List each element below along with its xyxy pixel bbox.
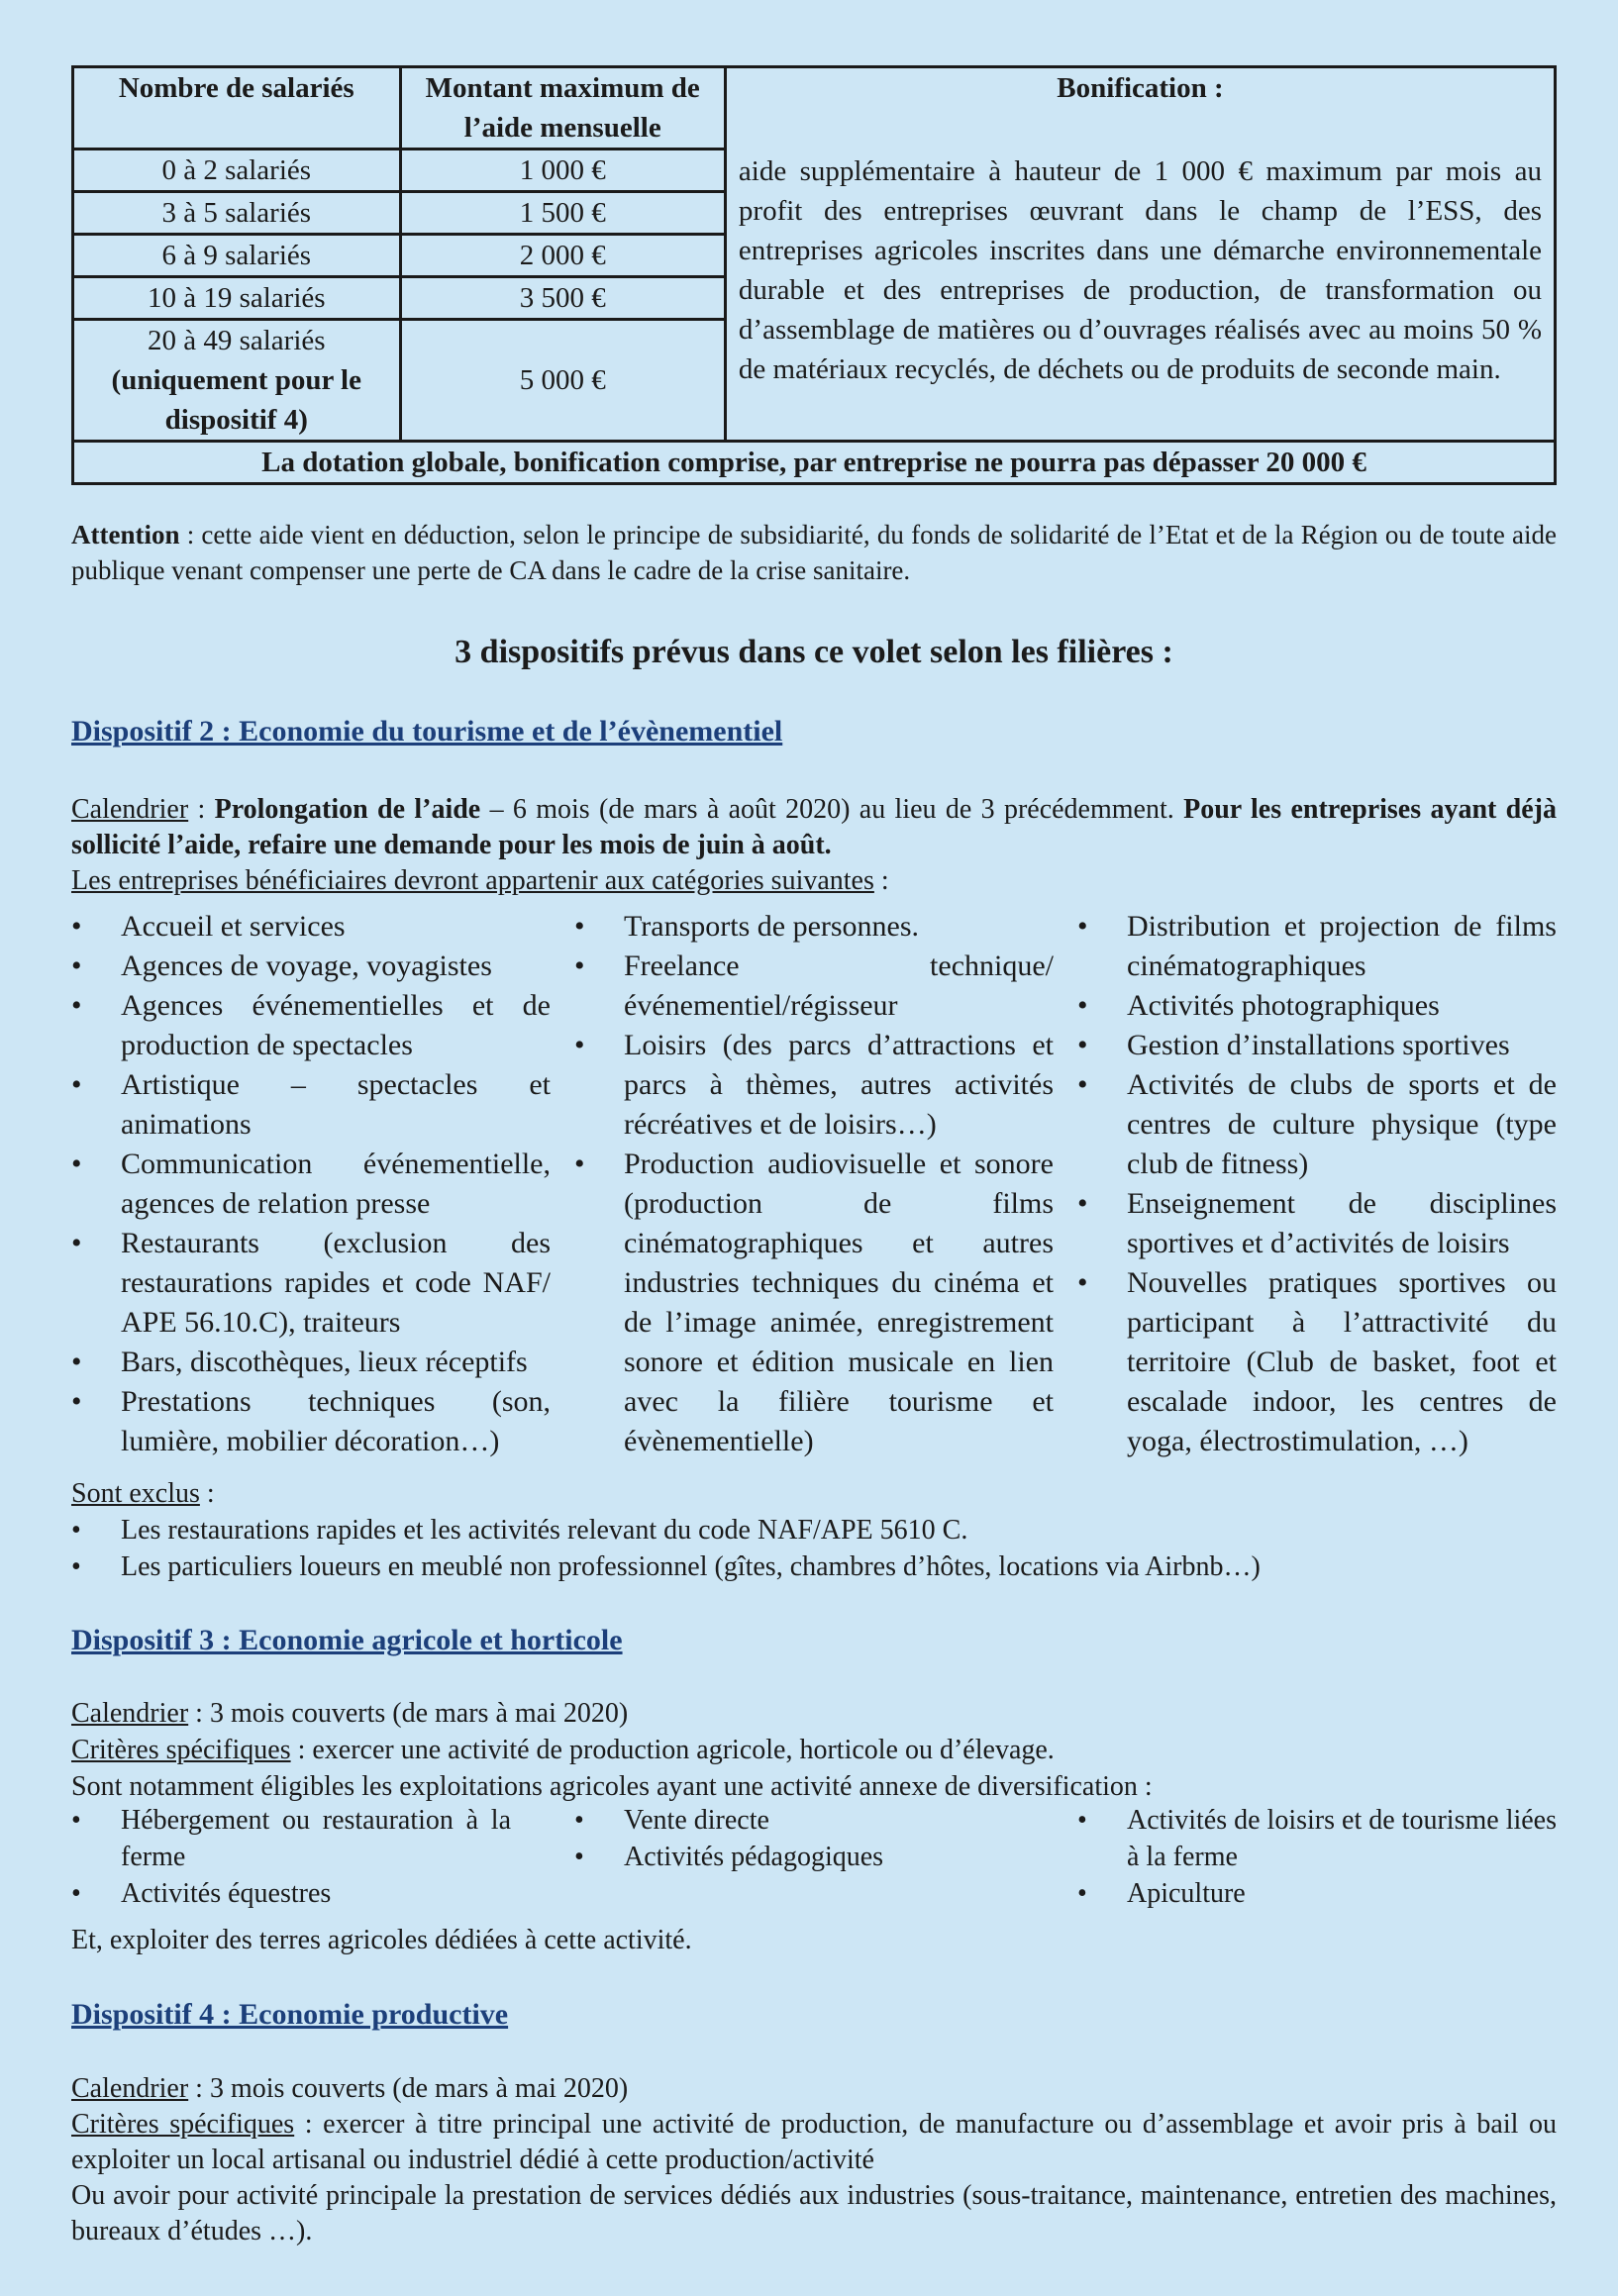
table-footer-row <box>73 442 1556 484</box>
d2-categories-intro <box>71 863 1557 899</box>
d2-categories-label: Les entreprises bénéficiaires devront appartenir aux catégories suivantes <box>71 865 874 896</box>
list-item: • Activités de clubs de sports et de centres de culture physique (type club de fitness) <box>1077 1065 1557 1184</box>
list-item: • Transports de personnes. <box>574 907 1054 947</box>
d3-calendar <box>71 1695 1557 1732</box>
list-item: • Hébergement ou restauration à la ferme <box>71 1802 551 1875</box>
list-item: • Artistique – spectacles et animations <box>71 1065 551 1145</box>
employees-cell: 3 à 5 salariés <box>73 192 401 235</box>
d4-crit-text: : exercer à titre principal une activité de production, de manufacture ou d’assemblage et avoir pris à bail ou exploiter un local artisanal ou industriel dédié à cette production/activité <box>71 2109 1558 2175</box>
header-employees: Nombre de salariés <box>73 67 401 150</box>
d2-cal-text: – 6 mois (de mars à août 2020) au lieu de 3 précédemment. <box>480 794 1184 825</box>
d2-excluded-list <box>71 1512 1557 1585</box>
d2-cal-sep: : <box>188 794 215 825</box>
table-header-row <box>73 67 1556 150</box>
list-item: • Accueil et services <box>71 907 551 947</box>
list-item: • Distribution et projection de films cinématographiques <box>1077 907 1557 986</box>
list-item: • Les particuliers loueurs en meublé non professionnel (gîtes, chambres d’hôtes, locations via Airbnb…) <box>71 1548 1557 1585</box>
list-item: • Production audiovisuelle et sonore (production de films cinématographiques et autres industries techniques du cinéma et de l’image animée, enregistrement sonore et édition musicale en lien avec la filière tourisme et évènementielle) <box>574 1145 1054 1461</box>
d3-col3 <box>1077 1802 1557 1912</box>
list-item: • Activités de loisirs et de tourisme liées à la ferme <box>1077 1802 1557 1875</box>
list-item: • Gestion d’installations sportives <box>1077 1026 1557 1065</box>
amount-cell: 1 000 € <box>400 150 725 192</box>
d4-crit-label: Critères spécifiques <box>71 2109 295 2140</box>
list-item: • Activités photographiques <box>1077 986 1557 1026</box>
header-bonus: Bonification : <box>1057 72 1224 104</box>
list-item: • Apiculture <box>1077 1875 1557 1912</box>
d2-cal-bold1: Prolongation de l’aide <box>214 794 481 825</box>
d2-categories <box>71 907 1557 1461</box>
d3-crit-label: Critères spécifiques <box>71 1735 291 1765</box>
d4-details <box>71 2071 1557 2249</box>
attention-note <box>71 517 1557 588</box>
d4-cal-label: Calendrier <box>71 2073 189 2104</box>
d2-excluded-heading <box>71 1475 1557 1512</box>
amount-cell: 3 500 € <box>400 277 725 320</box>
list-item: • Bars, discothèques, lieux réceptifs <box>71 1343 551 1382</box>
list-item: • Prestations techniques (son, lumière, mobilier décoration…) <box>71 1382 551 1461</box>
d2-excluded <box>71 1475 1557 1585</box>
list-item: • Loisirs (des parcs d’attractions et parcs à thèmes, autres activités récréatives et de loisirs…) <box>574 1026 1054 1145</box>
d2-calendar <box>71 792 1557 863</box>
d3-activities <box>71 1802 1557 1912</box>
d2-col1 <box>71 907 551 1461</box>
d2-cal-bold2: Pour les entreprises ayant déjà sollicité l’aide, refaire une demande pour les mois de juin à août. <box>71 794 1558 860</box>
amount-cell: 1 500 € <box>400 192 725 235</box>
list-item: • Activités équestres <box>71 1875 551 1912</box>
d3-col2 <box>574 1802 1054 1912</box>
d4-cal-text: : 3 mois couverts (de mars à mai 2020) <box>188 2073 629 2104</box>
main-heading: 3 dispositifs prévus dans ce volet selon les filières : <box>455 634 1173 670</box>
d3-criteria <box>71 1732 1557 1768</box>
list-item: • Restaurants (exclusion des restaurations rapides et code NAF/ APE 56.10.C), traiteurs <box>71 1224 551 1343</box>
d4-calendar <box>71 2071 1557 2107</box>
employees-cell: 10 à 19 salariés <box>73 277 401 320</box>
d2-col2 <box>574 907 1054 1461</box>
list-item: • Enseignement de disciplines sportives et d’activités de loisirs <box>1077 1184 1557 1263</box>
employees-restriction: (uniquement pour le dispositif 4) <box>111 364 361 436</box>
employees-cell: 0 à 2 salariés <box>73 150 401 192</box>
list-item: • Agences de voyage, voyagistes <box>71 947 551 986</box>
d2-col3 <box>1077 907 1557 1461</box>
d3-eligible-intro: Sont notamment éligibles les exploitations agricoles ayant une activité annexe de diversification : <box>71 1771 1153 1802</box>
d3-closing: Et, exploiter des terres agricoles dédiées à cette activité. <box>71 1925 692 1955</box>
d4-alt-text: Ou avoir pour activité principale la prestation de services dédiés aux industries (sous-traitance, maintenance, entretien des machines, bureaux d’études …). <box>71 2180 1557 2246</box>
attention-text: : cette aide vient en déduction, selon le principe de subsidiarité, du fonds de solidarité de l’Etat et de la Région ou de toute aide publique venant compenser une perte de CA dans le cadre de la crise sanitaire. <box>71 520 1557 585</box>
d2-categories-colon: : <box>873 865 889 896</box>
list-item: • Vente directe <box>574 1802 1054 1839</box>
bonus-text: aide supplémentaire à hauteur de 1 000 € maximum par mois au profit des entreprises œuvrant dans le champ de l’ESS, des entreprises agricoles inscrites dans une démarche environnementale durable et des entreprises de production, de transformation ou d’assemblage de matières ou d’ouvrages réalisés avec au moins 50 % de matériaux recyclés, de déchets ou de produits de seconde main. <box>738 155 1542 385</box>
amount-cell: 2 000 € <box>400 235 725 277</box>
d3-crit-text: : exercer une activité de production agricole, horticole ou d’élevage. <box>290 1735 1055 1765</box>
employees-cell <box>73 320 401 442</box>
employees-range: 20 à 49 salariés <box>147 325 326 356</box>
employees-cell: 6 à 9 salariés <box>73 235 401 277</box>
d2-title: Dispositif 2 : Economie du tourisme et de l’évènementiel <box>71 715 783 748</box>
list-item: • Nouvelles pratiques sportives ou participant à l’attractivité du territoire (Club de basket, foot et escalade indoor, les centres de yoga, électrostimulation, …) <box>1077 1263 1557 1461</box>
d4-title: Dispositif 4 : Economie productive <box>71 1998 509 2031</box>
d3-cal-label: Calendrier <box>71 1698 189 1729</box>
d2-excluded-colon: : <box>199 1478 215 1509</box>
list-item: • Les restaurations rapides et les activités relevant du code NAF/APE 5610 C. <box>71 1512 1557 1548</box>
aid-amount-table <box>71 65 1557 485</box>
header-max-amount: Montant maximum de l’aide mensuelle <box>400 67 725 150</box>
d4-criteria <box>71 2107 1557 2178</box>
d3-details <box>71 1695 1557 1805</box>
d2-excluded-label: Sont exclus <box>71 1478 200 1509</box>
d3-title: Dispositif 3 : Economie agricole et horticole <box>71 1624 623 1656</box>
list-item: • Agences événementielles et de production de spectacles <box>71 986 551 1065</box>
list-item: • Freelance technique/événementiel/régisseur <box>574 947 1054 1026</box>
list-item: • Activités pédagogiques <box>574 1839 1054 1875</box>
amount-cell: 5 000 € <box>400 320 725 442</box>
bonus-cell <box>725 67 1555 442</box>
d3-cal-text: : 3 mois couverts (de mars à mai 2020) <box>188 1698 629 1729</box>
d3-col1 <box>71 1802 551 1912</box>
list-item: • Communication événementielle, agences de relation presse <box>71 1145 551 1224</box>
table-footer: La dotation globale, bonification comprise, par entreprise ne pourra pas dépasser 20 000 € <box>73 442 1556 484</box>
attention-label: Attention <box>71 520 180 549</box>
d2-cal-label: Calendrier <box>71 794 189 825</box>
